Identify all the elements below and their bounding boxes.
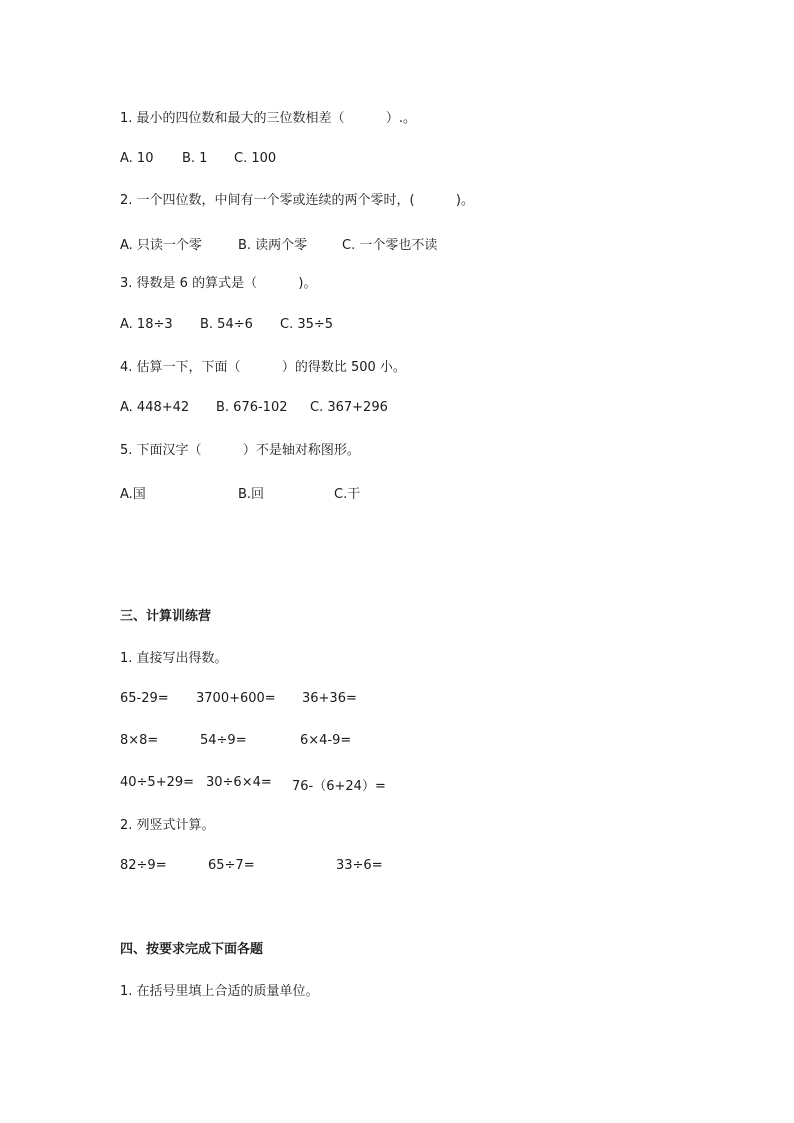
option-c: C. 367+296 xyxy=(310,400,388,415)
option-b: B. 读两个零 xyxy=(238,238,308,253)
calc-row-1 xyxy=(120,691,720,709)
calc-item: 30÷6×4= xyxy=(206,775,272,790)
question-2-options xyxy=(120,234,720,252)
calc-row-3 xyxy=(120,775,720,793)
calc-item: 65-29= xyxy=(120,691,169,706)
question-3: 3. 得数是 6 的算式是（ )。 xyxy=(120,276,317,291)
option-c: C. 100 xyxy=(234,151,277,166)
question-1-options xyxy=(120,151,720,169)
question-5-options xyxy=(120,483,720,501)
option-a: A. 448+42 xyxy=(120,400,190,415)
option-a: A. 10 xyxy=(120,151,154,166)
option-b: B. 676-102 xyxy=(216,400,288,415)
option-b: B.回 xyxy=(238,487,265,502)
calc-item: 40÷5+29= xyxy=(120,775,195,790)
calc-item: 76-（6+24）= xyxy=(292,779,386,794)
option-b: B. 1 xyxy=(182,151,208,166)
question-5: 5. 下面汉字（ ）不是轴对称图形。 xyxy=(120,443,360,458)
calc-item: 33÷6= xyxy=(336,858,383,873)
option-c: C. 一个零也不读 xyxy=(342,238,438,253)
calc-row-2 xyxy=(120,733,720,751)
calc-item: 6×4-9= xyxy=(300,733,352,748)
section-4-subtitle-1: 1. 在括号里填上合适的质量单位。 xyxy=(120,984,319,999)
calc-row-4 xyxy=(120,858,720,876)
option-a: A.国 xyxy=(120,487,146,502)
calc-item: 3700+600= xyxy=(196,691,276,706)
option-b: B. 54÷6 xyxy=(200,317,253,332)
calc-item: 65÷7= xyxy=(208,858,255,873)
option-a: A. 只读一个零 xyxy=(120,238,202,253)
option-c: C.干 xyxy=(334,487,361,502)
calc-item: 36+36= xyxy=(302,691,357,706)
option-a: A. 18÷3 xyxy=(120,317,173,332)
question-4-options xyxy=(120,400,720,418)
question-2: 2. 一个四位数，中间有一个零或连续的两个零时，( )。 xyxy=(120,193,475,208)
option-c: C. 35÷5 xyxy=(280,317,334,332)
section-3-heading: 三、计算训练营 xyxy=(120,609,212,624)
calc-item: 54÷9= xyxy=(200,733,247,748)
section-3-subtitle-2: 2. 列竖式计算。 xyxy=(120,818,215,833)
section-3-subtitle-1: 1. 直接写出得数。 xyxy=(120,651,228,666)
calc-item: 8×8= xyxy=(120,733,159,748)
question-3-options xyxy=(120,317,720,335)
section-4-heading: 四、按要求完成下面各题 xyxy=(120,942,264,957)
question-1: 1. 最小的四位数和最大的三位数相差（ ）.。 xyxy=(120,111,416,126)
question-4: 4. 估算一下，下面（ ）的得数比 500 小。 xyxy=(120,360,406,375)
calc-item: 82÷9= xyxy=(120,858,167,873)
